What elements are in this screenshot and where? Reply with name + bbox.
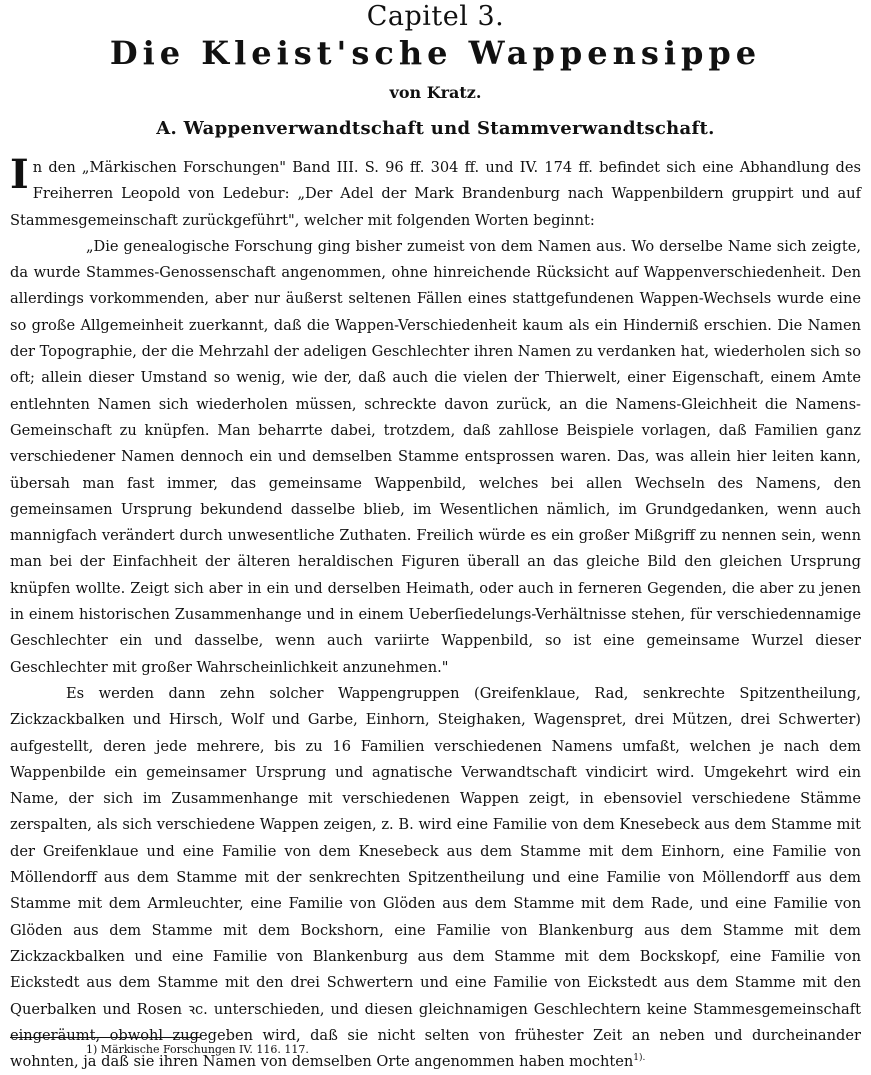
paragraph-text: Es werden dann zehn solcher Wappengruppen (Greifenklaue, Rad, senkrechte Spitzentheilung, Zickzackbalken und Hirsch, Wolf und Garbe, Einhorn, Steighaken, Wagenspret, drei Mützen, drei Schwerter) aufgestellt, deren jede mehrere, bis zu 16 Familien verschiedenen Namens umfaßt, welchen je nach dem Wappenbilde ein gemeinsamer Ursprung und agnatische Verwandtschaft vindicirt wird. Umgekehrt wird ein Name, der sich im Zusammenhange mit verschiedenen Wappen zeigt, in ebensoviel verschiedene Stämme zerspalten, als sich verschiedene Wappen zeigen, z. B. wird eine Familie von dem Knesebeck aus dem Stamme mit der Greifenklaue und eine Familie von dem Knesebeck aus dem Stamme mit dem Einhorn, eine Familie von Möllendorff aus dem Stamme mit der senkrechten Spitzentheilung und eine Familie von Möllendorff aus dem Stamme mit dem Armleuchter, eine Familie von Glöden aus dem Stamme mit dem Rade, und eine Familie von Glöden aus dem Stamme mit dem Bockshorn, eine Familie von Blankenburg aus dem Stamme mit dem Zickzackbalken und eine Familie von Blankenburg aus dem Stamme mit dem Bockskopf, eine Familie von Eickstedt aus dem Stamme mit den drei Schwertern und eine Familie von Eickstedt aus dem Stamme mit den Querbalken und Rosen ꝛc. unterschieden, und diesen gleichnamigen Geschlechtern keine Stammesgemeinschaft eingeräumt, obwohl zugegeben wird, daß sie nicht selten von frühester Zeit an neben und durcheinander wohnten, ja daß sie ihren Namen von demselben Orte angenommen haben mochten xyxy=(10,684,861,1071)
drop-cap: I xyxy=(10,151,29,198)
paragraph-quote: „Die genealogische Forschung ging bisher zumeist von dem Namen aus. Wo derselbe Name sich zeigte, da wurde Stammes-Genossenschaft angenommen, ohne hinreichende Rücksicht auf Wappenverschiedenheit. Den allerdings vorkommenden, aber nur äußerst seltenen Fällen eines stattgefundenen Wappen-Wechsels wurde eine so große Allgemeinheit zuerkannt, daß die Wappen-Verschiedenheit kaum als ein Hinderniß erschien. Die Namen der Topographie, der die Mehrzahl der adeligen Geschlechter ihren Namen zu verdanken hat, wiederholen sich so oft; allein dieser Umstand so wenig, wie der, daß auch die vielen der Thierwelt, einer Eigenschaft, einem Amte entlehnten Namen sich wiederholen müssen, schreckte davon zurück, an die Namens-Gleichheit die Namens-Gemeinschaft zu knüpfen. Man beharrte dabei, trotzdem, daß zahllose Beispiele vorlagen, daß Familien ganz verschiedener Namen dennoch ein und demselben Stamme entsprossen waren. Das, was allein hier leiten kann, übersah man fast immer, das gemeinsame Wappenbild, welches bei allen Wechseln des Namens, den gemeinsamen Ursprung bekundend dasselbe blieb, im Wesentlichen nämlich, im Grundgedanken, wenn auch mannigfach verändert durch unwesentliche Zuthaten. Freilich würde es ein großer Mißgriff zu nennen sein, wenn man bei der Einfachheit der älteren heraldischen Figuren überall an das gleiche Bild den gleichen Ursprung knüpfen wollte. Zeigt sich aber in ein und derselben Heimath, oder auch in ferneren Gegenden, die aber zu jenen in einem historischen Zusammenhange und in einem Ueberſiedelungs-Verhältnisse stehen, für verschiedennamige Geschlechter ein und dasselbe, wenn auch variirte Wappenbild, so ist eine gemeinsame Wurzel dieser Geschlechter mit großer Wahrscheinlichkeit anzunehmen." xyxy=(10,237,861,676)
author-line: von Kratz. xyxy=(389,83,482,102)
paragraph-intro xyxy=(10,151,861,234)
paragraph-text: n den „Märkischen Forschungen" Band III. S. 96 ff. 304 ff. und IV. 174 ff. befindet sich eine Abhandlung des Freiherren Leopold von Ledebur: „Der Adel der Mark Brandenburg nach Wappenbildern gruppirt und auf Stammesgemeinschaft zurückgeführt", welcher mit folgenden Worten beginnt: xyxy=(10,159,861,229)
chapter-heading: Capitel 3. xyxy=(366,1,505,32)
footnote: 1) Märkische Forschungen IV. 116. 117. xyxy=(86,1043,309,1056)
footnote-divider xyxy=(10,1037,200,1038)
footnote-reference: 1). xyxy=(633,1053,646,1064)
body-text xyxy=(10,151,861,1075)
chapter-title: Die Kleist'sche Wappensippe xyxy=(109,34,762,72)
section-heading: A. Wappenverwandtschaft und Stammverwandtschaft. xyxy=(156,118,715,139)
paragraph-groups xyxy=(10,681,861,1075)
